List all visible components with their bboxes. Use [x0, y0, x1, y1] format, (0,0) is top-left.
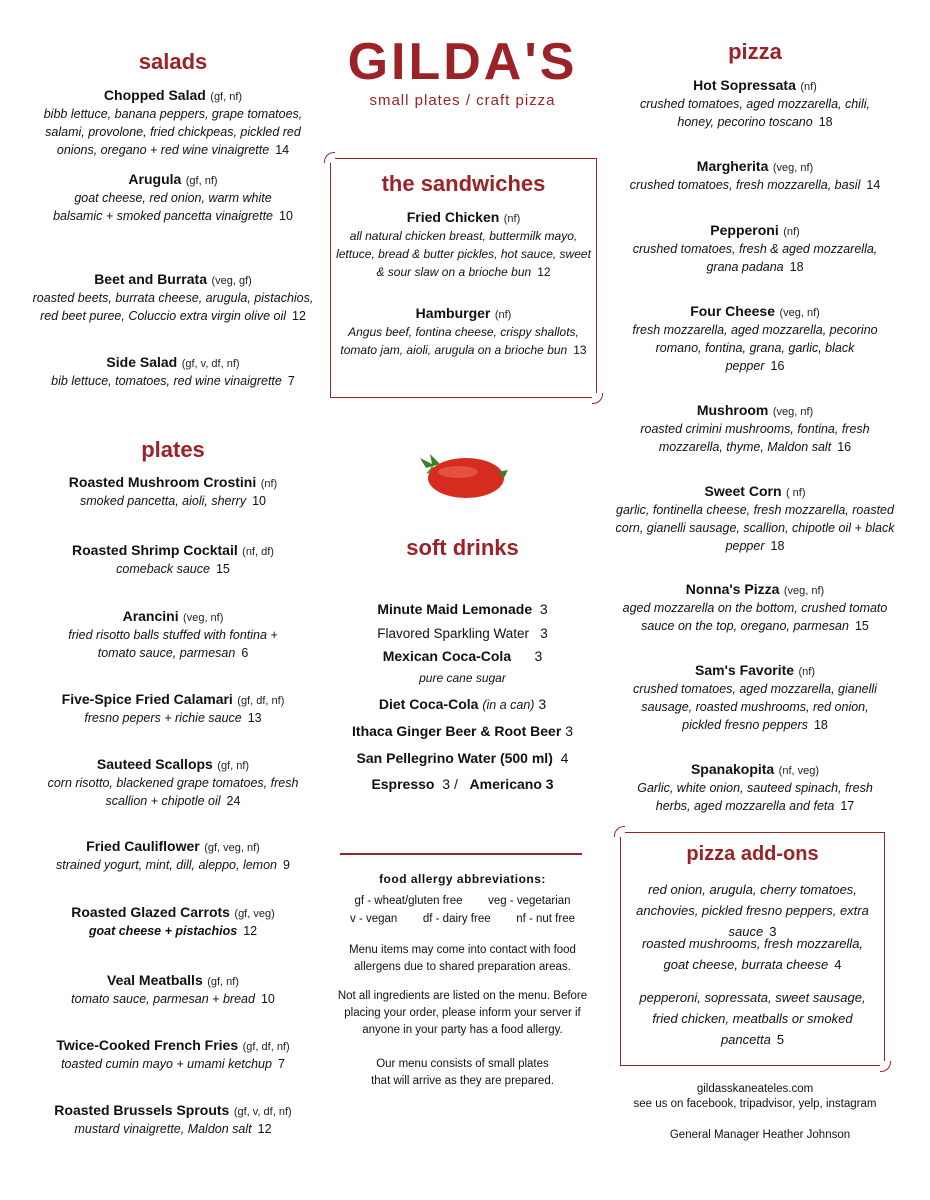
menu-item: Arugula (gf, nf) goat cheese, red onion, warm white balsamic + smoked pancetta vinaigrette 10 [53, 171, 293, 223]
menu-item: Side Salad (gf, v, df, nf) bib lettuce, tomatoes, red wine vinaigrette 7 [51, 354, 295, 388]
menu-item: Mushroom (veg, nf) roasted crimini mushrooms, fontina, fresh mozzarella, thyme, Maldon salt 16 [640, 402, 870, 454]
pizza-title: pizza [728, 39, 782, 64]
drink-note: pure cane sugar [419, 671, 506, 685]
menu-item: Hamburger (nf) Angus beef, fontina cheese, crispy shallots, tomato jam, aioli, arugula on a brioche bun 13 [340, 305, 587, 357]
menu-item: Roasted Brussels Sprouts (gf, v, df, nf) mustard vinaigrette, Maldon salt 12 [54, 1102, 292, 1136]
menu-item: Pepperoni (nf) crushed tomatoes, fresh & aged mozzarella, grana padana 18 [632, 222, 878, 274]
drink-item: Flavored Sparkling Water 3 [377, 626, 548, 641]
allergy-note: Not all ingredients are listed on the menu. Before placing your order, please inform your server if anyone in your party has a food allergy. [337, 990, 588, 1036]
menu-item: Nonna's Pizza (veg, nf) aged mozzarella on the bottom, crushed tomato sauce on the top, oregano, parmesan 15 [622, 581, 888, 633]
tomato-icon [418, 448, 510, 504]
menu-item: Margherita (veg, nf) crushed tomatoes, fresh mozzarella, basil 14 [629, 158, 881, 192]
menu-item: Arancini (veg, nf) fried risotto balls stuffed with fontina + tomato sauce, parmesan 6 [68, 608, 278, 660]
menu-item: Four Cheese (veg, nf) fresh mozzarella, aged mozzarella, pecorino romano, fontina, grana, garlic, black pepper 16 [632, 303, 878, 373]
menu-item: Sweet Corn ( nf) garlic, fontinella cheese, fresh mozzarella, roasted corn, gianelli sausage, scallion, chipotle oil + black pepper 18 [615, 483, 895, 553]
tagline: small plates / craft pizza [369, 92, 556, 109]
menu-item: Sauteed Scallops (gf, nf) corn risotto, blackened grape tomatoes, fresh scallion + chipotle oil 24 [47, 756, 299, 808]
drink-item: Diet Coca-Cola (in a can) 3 [378, 696, 547, 712]
website-link[interactable]: gildasskaneateles.com [696, 1083, 814, 1095]
drink-item: San Pellegrino Water (500 ml) 4 [356, 750, 569, 766]
allergy-title: food allergy abbreviations: [379, 872, 546, 886]
menu-item: Fried Cauliflower (gf, veg, nf) strained yogurt, mint, dill, aleppo, lemon 9 [56, 838, 290, 872]
plates-title: plates [141, 437, 205, 462]
divider [340, 853, 582, 855]
addon-item: pepperoni, sopressata, sweet sausage, fried chicken, meatballs or smoked pancetta 5 [639, 990, 866, 1047]
menu-item: Roasted Shrimp Cocktail (nf, df) comeback sauce 15 [72, 542, 274, 576]
menu-item: Beet and Burrata (veg, gf) roasted beets, burrata cheese, arugula, pistachios, red beet puree, Coluccio extra virgin olive oil 12 [32, 271, 314, 323]
allergy-note: Our menu consists of small plates that will arrive as they are prepared. [371, 1058, 554, 1087]
drink-item: Espresso 3 / Americano 3 [371, 776, 554, 792]
allergy-row: gf - wheat/gluten free veg - vegetarian [354, 895, 571, 907]
sandwiches-title: the sandwiches [381, 171, 546, 196]
salads-title: salads [138, 49, 208, 74]
soft-drinks-title: soft drinks [406, 535, 519, 560]
addons-title: pizza add-ons [686, 843, 819, 865]
menu-item: Chopped Salad (gf, nf) bibb lettuce, banana peppers, grape tomatoes, salami, provolone, fried chickpeas, pickled red onions, oregano + red wine vinaigrette 14 [43, 87, 303, 157]
allergy-row: v - vegan df - dairy free nf - nut free [350, 913, 575, 925]
addon-item: red onion, arugula, cherry tomatoes, anchovies, pickled fresno peppers, extra sauce 3 [636, 882, 869, 939]
menu-item: Hot Sopressata (nf) crushed tomatoes, aged mozzarella, chili, honey, pecorino toscano 18 [640, 77, 870, 129]
menu-item: Five-Spice Fried Calamari (gf, df, nf) fresno pepers + richie sauce 13 [61, 691, 285, 725]
menu-item: Twice-Cooked French Fries (gf, df, nf) toasted cumin mayo + umami ketchup 7 [56, 1037, 290, 1071]
menu-item: Roasted Glazed Carrots (gf, veg) goat cheese + pistachios 12 [71, 904, 275, 938]
drink-item: Ithaca Ginger Beer & Root Beer 3 [352, 723, 573, 739]
social-text: see us on facebook, tripadvisor, yelp, instagram [633, 1098, 877, 1110]
addons-box [620, 832, 885, 1066]
menu-item: Sam's Favorite (nf) crushed tomatoes, aged mozzarella, gianelli sausage, roasted mushrooms, red onion, pickled fresno peppers 18 [633, 662, 877, 732]
menu-item: Roasted Mushroom Crostini (nf) smoked pancetta, aioli, sherry 10 [68, 474, 278, 508]
allergy-note: Menu items may come into contact with food allergens due to shared preparation areas. [349, 944, 576, 973]
menu-item: Veal Meatballs (gf, nf) tomato sauce, parmesan + bread 10 [71, 972, 275, 1006]
addon-item: roasted mushrooms, fresh mozzarella, goat cheese, burrata cheese 4 [641, 936, 864, 972]
sandwiches-box [330, 158, 597, 398]
manager-text: General Manager Heather Johnson [669, 1129, 851, 1141]
menu-item: Spanakopita (nf, veg) Garlic, white onion, sauteed spinach, fresh herbs, aged mozzarella and feta 17 [637, 761, 873, 813]
drink-item: Mexican Coca-Cola 3 [382, 648, 543, 664]
logo: GILDA'S [347, 33, 578, 91]
drink-item: Minute Maid Lemonade 3 [377, 601, 548, 617]
menu-item: Fried Chicken (nf) all natural chicken breast, buttermilk mayo, lettuce, bread & butter pickles, hot sauce, sweet & sour slaw on a brioche bun 12 [336, 209, 591, 279]
